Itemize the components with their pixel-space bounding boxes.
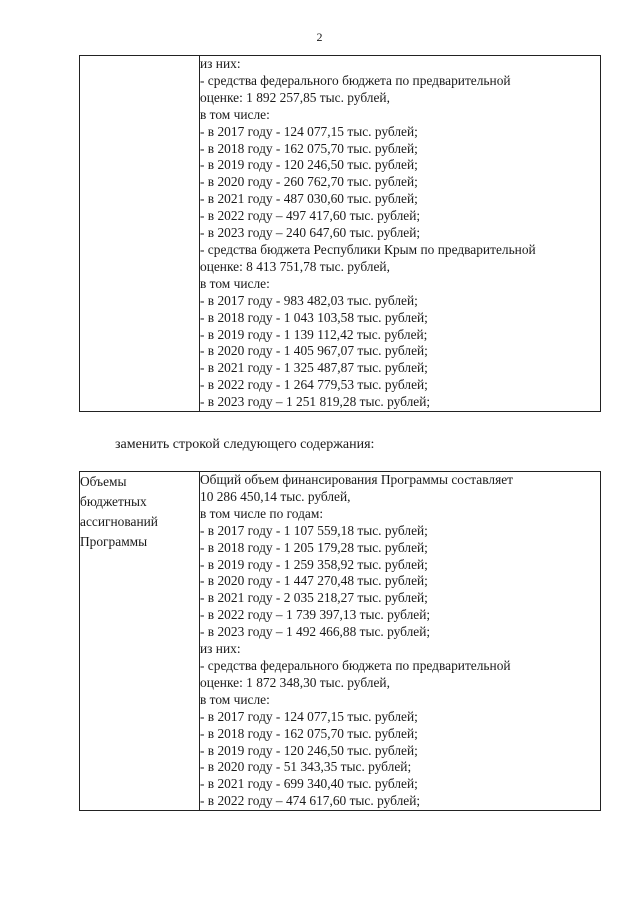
text-line: - средства федерального бюджета по предварительной xyxy=(200,72,511,88)
text-line: из них: xyxy=(200,641,241,657)
text-line: - средства бюджета Республики Крым по предварительной xyxy=(200,241,536,257)
text-line: оценке: 8 413 751,78 тыс. рублей, xyxy=(200,258,390,274)
text-line: - в 2020 году - 1 405 967,07 тыс. рублей; xyxy=(200,343,428,359)
table-left-cell xyxy=(80,472,200,811)
text-line: - в 2021 году - 2 035 218,27 тыс. рублей; xyxy=(200,590,428,606)
text-line: - в 2021 году - 487 030,60 тыс. рублей; xyxy=(200,191,418,207)
text-line: - в 2018 году - 1 205 179,28 тыс. рублей; xyxy=(200,539,428,555)
table-row xyxy=(80,56,601,412)
text-line: - в 2017 году - 124 077,15 тыс. рублей; xyxy=(200,708,418,724)
text-line: оценке: 1 892 257,85 тыс. рублей, xyxy=(200,89,390,105)
text-line: - в 2018 году - 162 075,70 тыс. рублей; xyxy=(200,725,418,741)
table-right-cell xyxy=(200,472,601,811)
text-line: - в 2022 году – 1 739 397,13 тыс. рублей; xyxy=(200,607,431,623)
text-line: - в 2022 году – 474 617,60 тыс. рублей; xyxy=(200,793,421,809)
text-line: - в 2021 году - 1 325 487,87 тыс. рублей; xyxy=(200,360,428,376)
table-left-cell xyxy=(80,56,200,412)
text-line: - в 2017 году - 1 107 559,18 тыс. рублей; xyxy=(200,522,428,538)
text-line: - в 2023 году – 1 251 819,28 тыс. рублей; xyxy=(200,394,431,410)
text-line: в том числе: xyxy=(200,275,270,291)
text-line: ассигнований xyxy=(80,514,158,529)
text-line: - в 2019 году - 1 259 358,92 тыс. рублей; xyxy=(200,556,428,572)
text-line: - в 2018 году - 162 075,70 тыс. рублей; xyxy=(200,140,418,156)
text-line: - в 2022 году – 497 417,60 тыс. рублей; xyxy=(200,208,421,224)
text-line: - средства федерального бюджета по предварительной xyxy=(200,657,511,673)
text-line: - в 2021 году - 699 340,40 тыс. рублей; xyxy=(200,776,418,792)
text-line: - в 2018 году - 1 043 103,58 тыс. рублей; xyxy=(200,309,428,325)
page-number: 2 xyxy=(316,30,323,44)
text-line: из них: xyxy=(200,56,241,71)
text-line: бюджетных xyxy=(80,494,147,509)
replace-instruction: заменить строкой следующего содержания: xyxy=(115,437,375,452)
text-line: в том числе: xyxy=(200,691,270,707)
text-line: - в 2017 году - 983 482,03 тыс. рублей; xyxy=(200,292,418,308)
text-line: - в 2020 году - 51 343,35 тыс. рублей; xyxy=(200,759,412,775)
text-line: - в 2019 году - 1 139 112,42 тыс. рублей; xyxy=(200,326,428,342)
text-line: - в 2022 году - 1 264 779,53 тыс. рублей; xyxy=(200,377,428,393)
text-line: - в 2023 году – 240 647,60 тыс. рублей; xyxy=(200,225,421,241)
text-line: - в 2019 году - 120 246,50 тыс. рублей; xyxy=(200,742,418,758)
text-line: Общий объем финансирования Программы составляет xyxy=(200,472,514,487)
text-line: в том числе: xyxy=(200,106,270,122)
text-line: оценке: 1 872 348,30 тыс. рублей, xyxy=(200,674,390,690)
text-line: - в 2019 году - 120 246,50 тыс. рублей; xyxy=(200,157,418,173)
table-row xyxy=(80,472,601,811)
text-line: - в 2020 году - 1 447 270,48 тыс. рублей; xyxy=(200,573,428,589)
text-line: Программы xyxy=(80,534,148,549)
text-line: 10 286 450,14 тыс. рублей, xyxy=(200,488,351,504)
text-line: Объемы xyxy=(80,474,127,489)
budget-table-old xyxy=(79,55,601,412)
text-line: - в 2017 году - 124 077,15 тыс. рублей; xyxy=(200,123,418,139)
text-line: - в 2020 году - 260 762,70 тыс. рублей; xyxy=(200,174,418,190)
table-right-cell xyxy=(200,56,601,412)
text-line: - в 2023 году – 1 492 466,88 тыс. рублей; xyxy=(200,624,431,640)
budget-table-new xyxy=(79,471,601,811)
text-line: в том числе по годам: xyxy=(200,505,324,521)
